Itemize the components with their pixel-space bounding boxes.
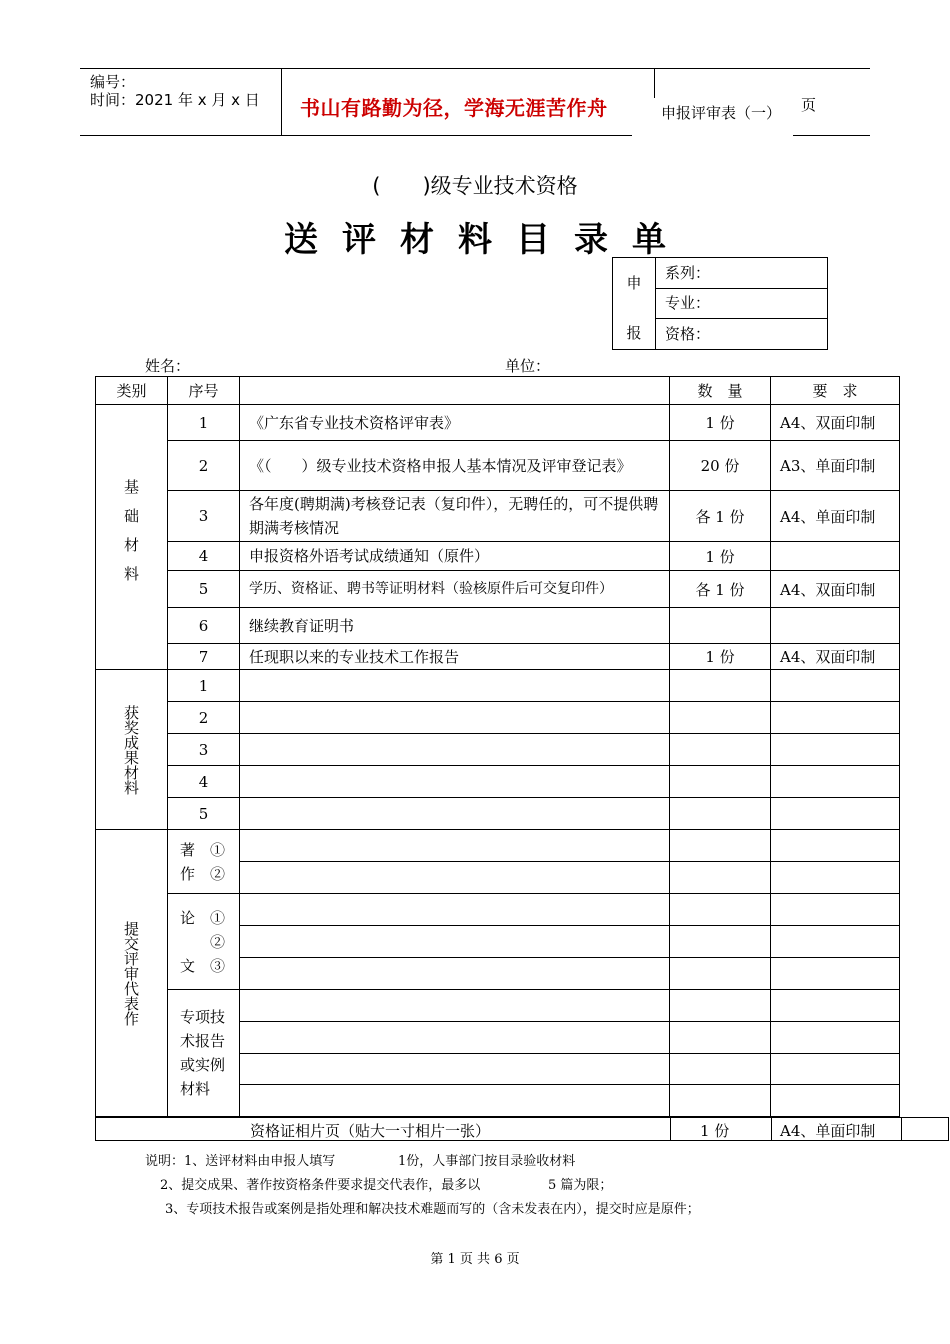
- req-cell[interactable]: [771, 894, 900, 926]
- item-cell[interactable]: [240, 1022, 670, 1054]
- item-cell[interactable]: [240, 798, 670, 830]
- category-basic-label: 基础材料: [122, 479, 140, 595]
- seq-cell: 4: [168, 542, 240, 571]
- req-cell: A3、单面印制: [771, 441, 900, 491]
- papers-line-1: 论 ①: [180, 908, 226, 927]
- category-awards: [96, 670, 168, 830]
- series-field[interactable]: 系列：: [656, 258, 827, 289]
- item-cell[interactable]: [240, 702, 670, 734]
- req-cell: [771, 608, 900, 644]
- papers-line-3: 文 ③: [180, 956, 226, 975]
- req-cell[interactable]: [771, 1085, 900, 1117]
- header-seq: 序号: [168, 377, 240, 405]
- materials-table: [95, 376, 900, 1117]
- seq-cell: 3: [168, 491, 240, 542]
- papers-subcategory: [168, 894, 240, 990]
- note-line-2b: 5 篇为限；: [548, 1178, 613, 1193]
- header-top-rule: [80, 68, 870, 69]
- seq-cell: 2: [168, 441, 240, 491]
- seq-cell: 4: [168, 766, 240, 798]
- photo-item: 资格证相片页（贴大一寸相片一张）: [250, 1122, 491, 1140]
- header-req: 要 求: [771, 377, 900, 405]
- header-divider: [281, 68, 282, 135]
- applicant-label: [613, 258, 656, 349]
- unit-label: 单位：: [505, 357, 551, 375]
- time-label: 时间：2021 年 x 月 x 日: [90, 91, 260, 109]
- table-row: [96, 644, 900, 670]
- note-line-2a: 2、提交成果、著作按资格条件要求提交代表作，最多以: [160, 1178, 481, 1193]
- header-divider-right: [654, 68, 655, 98]
- qty-cell[interactable]: [670, 1085, 771, 1117]
- seq-cell: 6: [168, 608, 240, 644]
- applicant-label-top: 申: [626, 274, 642, 292]
- req-cell[interactable]: [771, 1022, 900, 1054]
- qty-cell[interactable]: [670, 862, 771, 894]
- req-cell[interactable]: [771, 766, 900, 798]
- item-cell[interactable]: [240, 958, 670, 990]
- item-cell[interactable]: [240, 1054, 670, 1085]
- category-basic: [96, 405, 168, 670]
- item-cell: 学历、资格证、聘书等证明材料（验核原件后可交复印件）: [240, 571, 670, 608]
- table-row: [96, 894, 900, 926]
- qty-cell[interactable]: [670, 1022, 771, 1054]
- req-cell[interactable]: [771, 798, 900, 830]
- seq-cell: 7: [168, 644, 240, 670]
- photo-req: A4、单面印制: [780, 1122, 876, 1140]
- seq-cell: 2: [168, 702, 240, 734]
- qty-cell: 20 份: [670, 441, 771, 491]
- report-subcategory: [168, 990, 240, 1117]
- item-cell[interactable]: [240, 926, 670, 958]
- table-row: [96, 702, 900, 734]
- req-cell[interactable]: [771, 990, 900, 1022]
- category-works: [96, 830, 168, 1117]
- qty-cell: 各 1 份: [670, 571, 771, 608]
- req-cell: [771, 542, 900, 571]
- seq-cell: 3: [168, 734, 240, 766]
- applicant-label-bottom: 报: [626, 324, 642, 342]
- books-line-1: 著 ①: [180, 840, 226, 859]
- item-cell[interactable]: [240, 670, 670, 702]
- item-cell[interactable]: [240, 1085, 670, 1117]
- req-cell[interactable]: [771, 862, 900, 894]
- table-row: [96, 405, 900, 441]
- header-category: 类别: [96, 377, 168, 405]
- report-label: 专项技术报告或实例材料: [180, 1008, 226, 1098]
- table-row: [96, 441, 900, 491]
- item-cell: 各年度(聘期满)考核登记表（复印件），无聘任的，可不提供聘期满考核情况: [240, 491, 670, 542]
- applicant-box: [612, 257, 828, 350]
- item-cell[interactable]: [240, 990, 670, 1022]
- header-bottom-rule-right: [793, 135, 870, 136]
- category-awards-label: 获奖成果材料: [122, 704, 140, 795]
- seq-cell: 5: [168, 798, 240, 830]
- table-row: [96, 608, 900, 644]
- item-cell[interactable]: [240, 734, 670, 766]
- header-item: [240, 377, 670, 405]
- qty-cell[interactable]: [670, 926, 771, 958]
- qty-cell: [670, 608, 771, 644]
- note-line-3: 3、专项技术报告或案例是指处理和解决技术难题而写的（含未发表在内），提交时应是原件；: [165, 1202, 700, 1217]
- req-cell[interactable]: [771, 1054, 900, 1085]
- qty-cell: 1 份: [670, 644, 771, 670]
- name-label: 姓名：: [145, 357, 191, 375]
- table-row: [96, 571, 900, 608]
- req-cell: A4、双面印制: [771, 571, 900, 608]
- req-cell: A4、双面印制: [771, 405, 900, 441]
- item-cell[interactable]: [240, 862, 670, 894]
- item-cell: 申报资格外语考试成绩通知（原件）: [240, 542, 670, 571]
- item-cell: 《（ ）级专业技术资格申报人基本情况及评审登记表》: [240, 441, 670, 491]
- qty-cell: 1 份: [670, 542, 771, 571]
- req-cell: A4、单面印制: [771, 491, 900, 542]
- main-title: 送评材料目录单: [284, 220, 690, 260]
- item-cell[interactable]: [240, 830, 670, 862]
- qty-cell[interactable]: [670, 1054, 771, 1085]
- photo-divider: [901, 1118, 902, 1140]
- photo-divider: [771, 1118, 772, 1140]
- table-header-row: [96, 377, 900, 405]
- item-cell: 继续教育证明书: [240, 608, 670, 644]
- item-cell: 任现职以来的专业技术工作报告: [240, 644, 670, 670]
- table-row: [96, 542, 900, 571]
- papers-line-2: ②: [180, 932, 226, 951]
- table-row: [96, 734, 900, 766]
- table-row: [96, 798, 900, 830]
- major-field[interactable]: 专业：: [656, 288, 827, 319]
- table-row: [96, 670, 900, 702]
- header-bottom-rule: [80, 135, 632, 136]
- photo-divider: [670, 1118, 671, 1140]
- books-line-2: 作 ②: [180, 864, 226, 883]
- table-row: [96, 766, 900, 798]
- table-row: [96, 491, 900, 542]
- qty-cell[interactable]: [670, 990, 771, 1022]
- subtitle: ( )级专业技术资格: [372, 174, 578, 198]
- req-cell[interactable]: [771, 926, 900, 958]
- req-cell[interactable]: [771, 670, 900, 702]
- seq-cell: 1: [168, 405, 240, 441]
- code-label: 编号：: [90, 73, 136, 91]
- books-subcategory: [168, 830, 240, 894]
- item-cell[interactable]: [240, 766, 670, 798]
- qty-cell[interactable]: [670, 958, 771, 990]
- qty-cell[interactable]: [670, 830, 771, 862]
- seq-cell: 1: [168, 670, 240, 702]
- table-row: [96, 830, 900, 862]
- req-cell[interactable]: [771, 830, 900, 862]
- note-line-1b: 1份，人事部门按目录验收材料: [398, 1154, 576, 1169]
- qty-cell[interactable]: [670, 670, 771, 702]
- page-mark: 页: [801, 96, 817, 114]
- page-footer: 第 1 页 共 6 页: [430, 1252, 520, 1267]
- seq-cell: 5: [168, 571, 240, 608]
- req-cell[interactable]: [771, 734, 900, 766]
- photo-qty: 1 份: [700, 1122, 730, 1140]
- qty-cell[interactable]: [670, 894, 771, 926]
- table-row: [96, 990, 900, 1022]
- req-cell[interactable]: [771, 702, 900, 734]
- qualification-field[interactable]: 资格：: [665, 325, 711, 343]
- note-line-1a: 说明：1、送评材料由申报人填写: [145, 1154, 336, 1169]
- item-cell[interactable]: [240, 894, 670, 926]
- req-cell: A4、双面印制: [771, 644, 900, 670]
- header-qty: 数 量: [670, 377, 771, 405]
- qty-cell[interactable]: [670, 798, 771, 830]
- req-cell[interactable]: [771, 958, 900, 990]
- qty-cell[interactable]: [670, 702, 771, 734]
- item-cell: 《广东省专业技术资格评审表》: [240, 405, 670, 441]
- qty-cell: 各 1 份: [670, 491, 771, 542]
- qty-cell: 1 份: [670, 405, 771, 441]
- category-works-label: 提交评审代表作: [122, 920, 140, 1026]
- motto: 书山有路勤为径，学海无涯苦作舟: [300, 96, 608, 120]
- form-name: 申报评审表（一）: [661, 104, 782, 122]
- qty-cell[interactable]: [670, 766, 771, 798]
- qty-cell[interactable]: [670, 734, 771, 766]
- photo-row: [95, 1117, 949, 1141]
